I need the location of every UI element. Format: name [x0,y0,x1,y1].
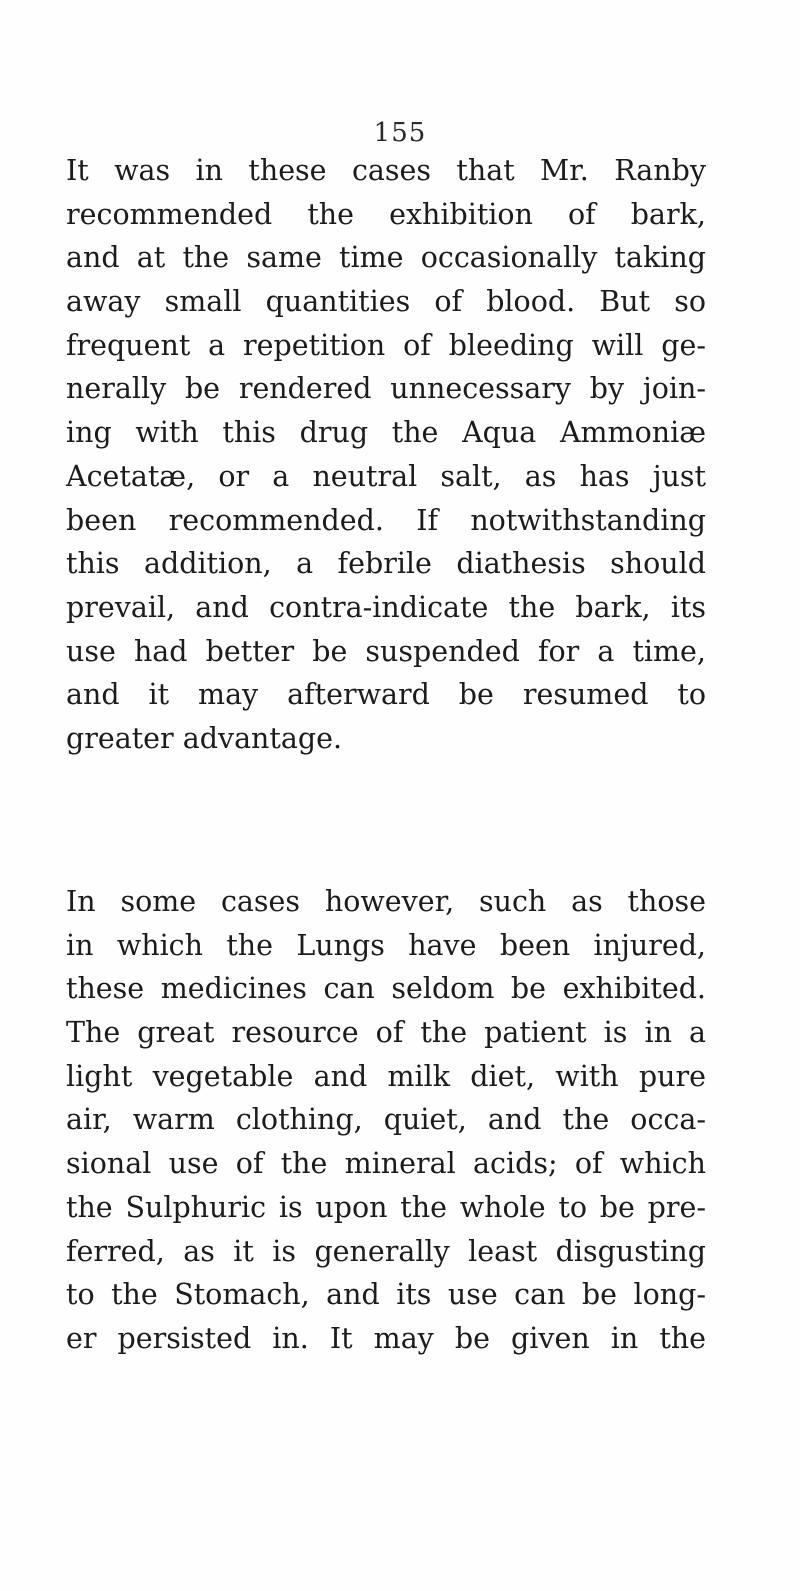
text-line: the Sulphuric is upon the whole to be pre- [66,1190,706,1224]
text-line: these medicines can seldom be exhibited. [66,972,706,1006]
text-line: air, warm clothing, quiet, and the occa- [66,1103,706,1137]
text-line: sional use of the mineral acids; of which [66,1147,706,1181]
paragraph-2 [66,880,706,1361]
text-line: nerally be rendered unnecessary by join- [66,372,706,406]
text-line: It was in these cases that Mr. Ranby [66,154,706,187]
text-line: ferred, as it is generally least disgusting [66,1234,706,1268]
text-line: In some cases however, such as those [66,885,706,918]
text-line: greater advantage. [66,721,343,755]
text-line: light vegetable and milk diet, with pure [66,1059,706,1093]
text-line: Acetatæ, or a neutral salt, as has just [66,459,706,493]
text-line: this addition, a febrile diathesis should [66,547,706,581]
text-line: recommended the exhibition of bark, [66,197,706,231]
text-line: and at the same time occasionally taking [66,241,706,275]
text-line: use had better be suspended for a time, [66,634,706,668]
text-line: er persisted in. It may be given in the [66,1321,706,1355]
text-line: prevail, and contra-indicate the bark, its [66,590,706,624]
text-line: in which the Lungs have been injured, [66,928,706,962]
text-line: been recommended. If notwithstanding [66,503,706,537]
page-number: 155 [373,118,427,148]
text-line: and it may afterward be resumed to [66,678,706,712]
text-line: away small quantities of blood. But so [66,285,706,319]
text-line: ing with this drug the Aqua Ammoniæ [66,416,706,450]
text-line: The great resource of the patient is in a [66,1016,706,1050]
text-line: frequent a repetition of bleeding will ge- [66,328,706,362]
text-line: to the Stomach, and its use can be long- [66,1278,706,1312]
paragraph-1 [66,149,706,761]
